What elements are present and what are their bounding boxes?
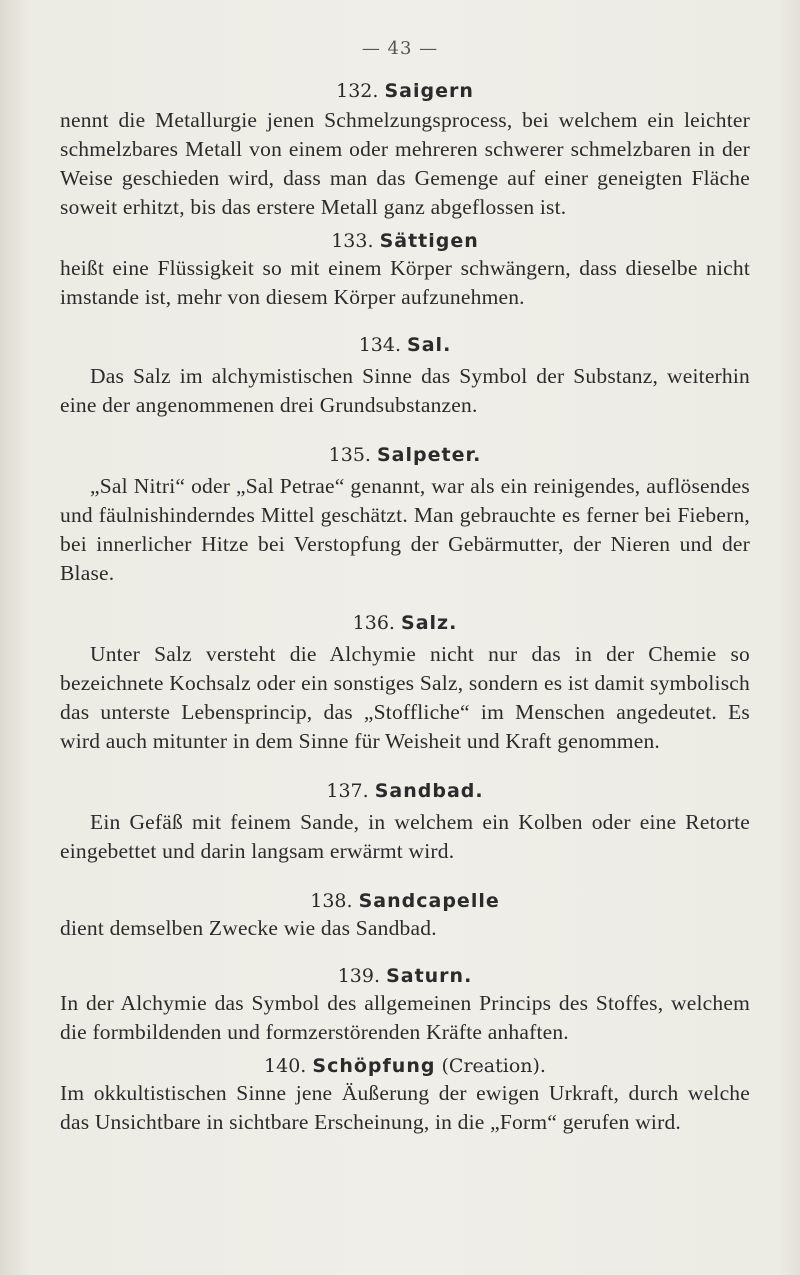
entry-term: Sandcapelle bbox=[358, 890, 500, 912]
entry-heading bbox=[60, 78, 750, 104]
entry-heading bbox=[60, 228, 750, 254]
entry-text: Im okkultistischen Sinne jene Äußerung der ewigen Urkraft, durch welche das Unsichtbare in sichtbare Erscheinung, in die „Form“ gerufen wird. bbox=[60, 1081, 750, 1134]
entry-132 bbox=[60, 78, 750, 222]
entry-heading bbox=[60, 332, 750, 358]
entry-text: „Sal Nitri“ oder „Sal Petrae“ genannt, war als ein reinigendes, auflösendes und fäulnishinderndes Mittel geschätzt. Man gebrauchte es ferner bei Fiebern, bei innerlicher Hitze bei Verstopfung der Gebärmutter, der Nieren und der Blase. bbox=[60, 474, 750, 585]
entry-text: In der Alchymie das Symbol des allgemeinen Princips des Stoffes, welchem die formbildenden und formzerstörenden Kräfte anhaften. bbox=[60, 991, 750, 1044]
entry-term: Salpeter. bbox=[377, 444, 482, 466]
entry-140 bbox=[60, 1053, 750, 1137]
entry-138 bbox=[60, 888, 750, 943]
entry-number: 133. bbox=[331, 230, 374, 252]
entry-number: 134. bbox=[358, 334, 401, 356]
entry-heading bbox=[60, 888, 750, 914]
entry-134 bbox=[60, 332, 750, 420]
entry-139 bbox=[60, 963, 750, 1047]
entry-number: 132. bbox=[336, 80, 379, 102]
entry-heading bbox=[60, 778, 750, 804]
entry-number: 137. bbox=[326, 780, 369, 802]
entry-term: Salz. bbox=[401, 612, 458, 634]
entry-number: 138. bbox=[310, 890, 353, 912]
entry-text: Unter Salz versteht die Alchymie nicht nur das in der Chemie so bezeichnete Kochsalz oder ein sonstiges Salz, sondern es ist damit symbolisch das unterste Lebensprincip, das „Stoffliche“ im Menschen angedeutet. Es wird auch mitunter in dem Sinne für Weisheit und Kraft genommen. bbox=[60, 642, 750, 753]
entry-heading bbox=[60, 442, 750, 468]
entry-term: Sättigen bbox=[379, 230, 479, 252]
entry-136 bbox=[60, 610, 750, 756]
entry-text: Das Salz im alchymistischen Sinne das Symbol der Substanz, weiterhin eine der angenommenen drei Grundsubstanzen. bbox=[60, 364, 750, 417]
entry-number: 139. bbox=[337, 965, 381, 987]
entry-text: heißt eine Flüssigkeit so mit einem Körper schwängern, dass dieselbe nicht imstande ist, mehr von diesem Körper aufzunehmen. bbox=[60, 256, 750, 309]
page-number: — 43 — bbox=[361, 38, 439, 59]
entry-number: 136. bbox=[352, 612, 395, 634]
entry-heading bbox=[60, 1053, 750, 1079]
entry-135 bbox=[60, 442, 750, 588]
entry-term: Saturn. bbox=[386, 965, 473, 987]
entry-133 bbox=[60, 228, 750, 312]
entry-text: nennt die Metallurgie jenen Schmelzungsprocess, bei welchem ein leichter schmelzbares Metall von einem oder mehreren schwerer schmelzbaren in der Weise geschieden wird, dass man das Gemenge auf einer geneigten Fläche soweit erhitzt, bis das erstere Metall ganz abgeflossen ist. bbox=[60, 108, 750, 219]
entry-term-suffix: (Creation). bbox=[441, 1055, 546, 1077]
entry-number: 140. bbox=[264, 1055, 307, 1077]
entry-137 bbox=[60, 778, 750, 866]
entry-heading bbox=[60, 610, 750, 636]
entry-text: Ein Gefäß mit feinem Sande, in welchem ein Kolben oder eine Retorte eingebettet und darin langsam erwärmt wird. bbox=[60, 810, 750, 863]
entry-heading bbox=[60, 963, 750, 989]
entry-term: Schöpfung bbox=[312, 1055, 436, 1077]
entry-term: Saigern bbox=[384, 80, 474, 102]
entry-term: Sal. bbox=[407, 334, 452, 356]
entry-term: Sandbad. bbox=[374, 780, 484, 802]
page-content bbox=[60, 78, 750, 1137]
entry-number: 135. bbox=[328, 444, 371, 466]
entry-text: dient demselben Zwecke wie das Sandbad. bbox=[60, 916, 437, 940]
